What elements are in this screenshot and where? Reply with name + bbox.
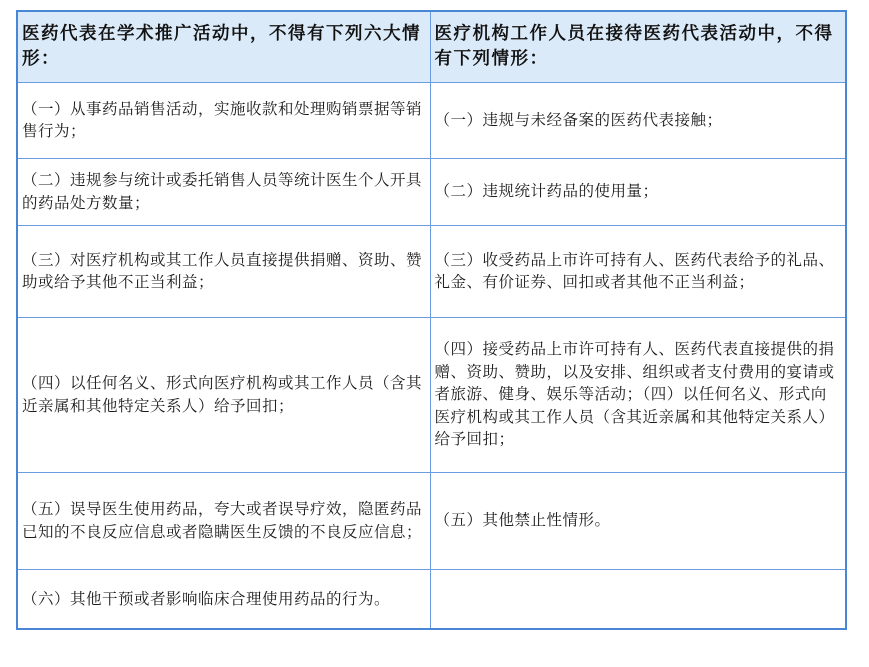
- regulations-table: [16, 10, 847, 630]
- table-cell: （四）以任何名义、形式向医疗机构或其工作人员（含其近亲属和其他特定关系人）给予回扣；: [17, 317, 430, 472]
- header-cell-pharma-reps: 医药代表在学术推广活动中，不得有下列六大情形：: [17, 11, 430, 82]
- table-cell-empty: [430, 569, 846, 629]
- table-cell: （二）违规参与统计或委托销售人员等统计医生个人开具的药品处方数量；: [17, 158, 430, 225]
- table-row: [17, 158, 846, 225]
- table-cell: （五）其他禁止性情形。: [430, 472, 846, 569]
- table-cell: （一）违规与未经备案的医药代表接触；: [430, 82, 846, 158]
- table-cell: （一）从事药品销售活动，实施收款和处理购销票据等销售行为；: [17, 82, 430, 158]
- table-cell: （三）收受药品上市许可持有人、医药代表给予的礼品、礼金、有价证券、回扣或者其他不正当利益；: [430, 225, 846, 317]
- table-row: [17, 569, 846, 629]
- table-row: [17, 317, 846, 472]
- table-row: [17, 225, 846, 317]
- header-cell-medical-staff: 医疗机构工作人员在接待医药代表活动中，不得有下列情形：: [430, 11, 846, 82]
- table-row: [17, 82, 846, 158]
- table-cell: （二）违规统计药品的使用量；: [430, 158, 846, 225]
- table-cell: （三）对医疗机构或其工作人员直接提供捐赠、资助、赞助或给予其他不正当利益；: [17, 225, 430, 317]
- table-cell: （四）接受药品上市许可持有人、医药代表直接提供的捐赠、资助、赞助，以及安排、组织或者支付费用的宴请或者旅游、健身、娱乐等活动；（四）以任何名义、形式向医疗机构或其工作人员（含其近亲属和其他特定关系人）给予回扣；: [430, 317, 846, 472]
- table-header-row: [17, 11, 846, 82]
- table-cell: （六）其他干预或者影响临床合理使用药品的行为。: [17, 569, 430, 629]
- table-cell: （五）误导医生使用药品，夸大或者误导疗效，隐匿药品已知的不良反应信息或者隐瞒医生反馈的不良反应信息；: [17, 472, 430, 569]
- table-row: [17, 472, 846, 569]
